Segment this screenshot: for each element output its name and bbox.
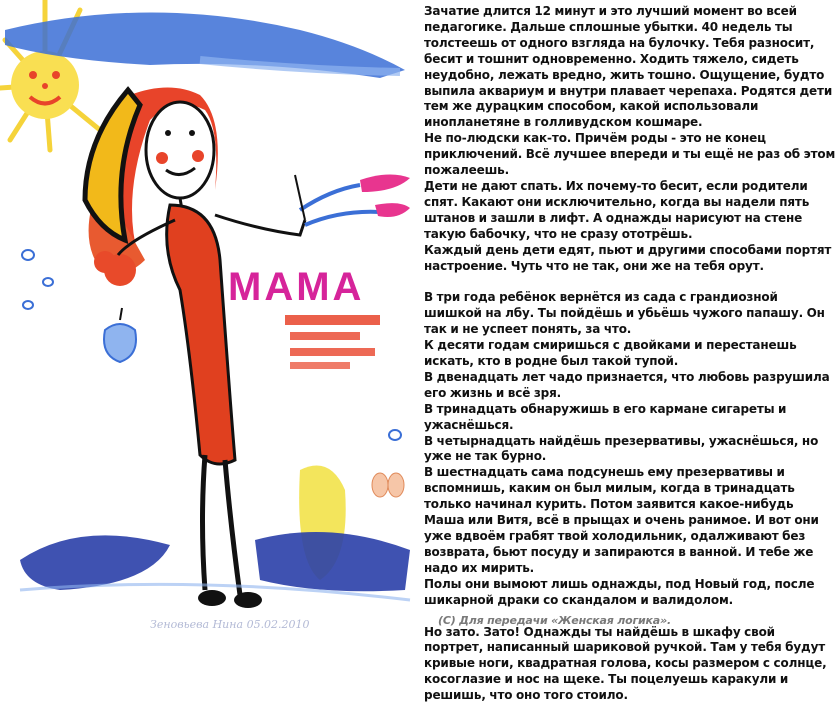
child-drawing (0, 0, 420, 638)
red-scribble (285, 315, 380, 369)
paragraph: Дети не дают спать. Их почему-то бесит, если родители спят. Какают они исключительно, когда вы надели пять штанов и зашли в лифт. А однажды нарисуют на стене такую бабочку, что не сразу ототрёшь. (424, 178, 810, 241)
ground-scribble-right (255, 532, 410, 591)
paragraph: Зачатие длится 12 минут и это лучший момент во всей педагогике. Дальше сплошные убытки. 40 недель ты толстеешь от одного взгляда на булочку. Тебя разносит, бесит и тошнит одновременно. Ходить тяжело, сидеть неудобно, лежать вредно, жить тошно. Ощущение, будто выпила аквариум и внутри плавает черепаха. Родятся дети тем же дурацким способом, какой использовали инопланетяне в голливудском кошмаре. (424, 4, 833, 130)
paragraph: Полы они вымоют лишь однажды, под Новый год, после шикарной драки со скандалом и валидолом. (424, 576, 815, 607)
flowers (295, 174, 410, 225)
apple (104, 324, 136, 362)
paragraph: В тринадцать обнаружишь в его кармане сигареты и ужаснёшься. (424, 401, 787, 432)
paragraph: Но зато. Зато! Однажды ты найдёшь в шкафу свой портрет, написанный шариковой ручкой. Там у тебя будут кривые ноги, квадратная голова, косы размером с солнце, косоглазие и нос на щеке. Ты поцелуешь каракули и решишь, что оно того стоило. (424, 624, 827, 703)
paragraph: К десяти годам смиришься с двойками и перестанешь искать, кто в родне был такой тупой. (424, 338, 797, 369)
drawing-label: МАМА (228, 265, 365, 309)
paragraph: Каждый день дети едят, пьют и другими способами портят настроение. Чуть что не так, они же на тебя орут. (424, 242, 832, 273)
article-text (424, 4, 836, 704)
paragraph: В шестнадцать сама подсунешь ему презервативы и вспомнишь, каким он был милым, когда в тринадцать только начинал курить. Потом заявится какое-нибудь Маша или Витя, всё в прыщах и очень ранимое. И вот они уже вдвоём грабят твой холодильник, одалживают без возврата, бьют посуду и запираются в ванной. И тебе же надо их мирить. (424, 465, 819, 575)
face (146, 102, 214, 198)
paragraph: В двенадцать лет чадо признается, что любовь разрушила его жизнь и всё зря. (424, 369, 830, 400)
paragraph: В три года ребёнок вернётся из сада с грандиозной шишкой на лбу. Ты пойдёшь и убьёшь чужого папашу. Он так и не успеет понять, за что. (424, 290, 825, 337)
butterfly (372, 473, 404, 497)
body (167, 205, 235, 464)
paragraph: В четырнадцать найдёшь презервативы, ужаснёшься, но уже не так бурно. (424, 433, 819, 464)
ground-scribble-left (20, 535, 170, 590)
paragraph-gap (424, 274, 836, 290)
drawing-signature: Зеновьева Нина 05.02.2010 (150, 618, 310, 631)
source-caption: (С) Для передачи «Женская логика». (438, 614, 671, 627)
paragraph: Не по-людски как-то. Причём роды - это не конец приключений. Всё лучшее впереди и ты ещё не раз об этом пожалеешь. (424, 131, 836, 178)
